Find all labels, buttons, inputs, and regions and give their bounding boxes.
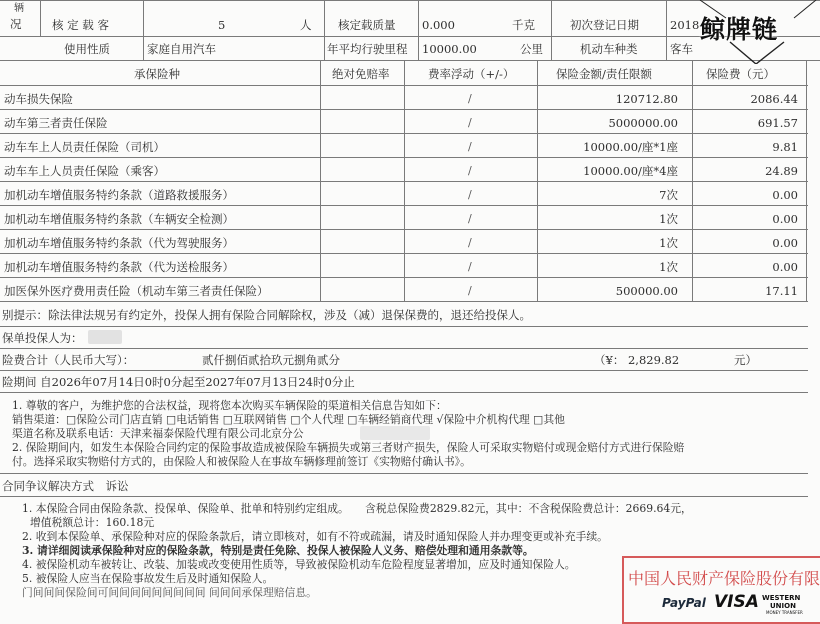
coverage-amount: 10000.00/座*4座	[583, 164, 678, 178]
value-mileage: 10000.00	[422, 42, 477, 56]
coverage-name: 加机动车增值服务特约条款（代为驾驶服务）	[4, 236, 234, 250]
special-notice: 别提示：除法律法规另有约定外，投保人拥有保险合同解除权，涉及（减）退保保费的，退还给投保人。	[2, 308, 531, 322]
label-use: 使用性质	[64, 42, 110, 56]
channel-notes	[0, 394, 820, 480]
coverage-amount: 120712.80	[615, 92, 678, 106]
coverage-premium: 9.81	[772, 140, 798, 154]
label-vehicle-type: 机动车种类	[580, 42, 638, 56]
coverage-amount: 1次	[659, 236, 678, 250]
total-unit: 元）	[734, 353, 757, 367]
coverage-amount: 500000.00	[615, 284, 678, 298]
label-mileage: 年平均行驶里程	[327, 42, 408, 56]
redacted-channel	[360, 426, 430, 440]
note-line: 付。选择采取实物赔付方式的，由保险人和被保险人在事故车辆修理前签订《实物赔付确认书》。	[12, 455, 471, 468]
coverage-premium: 0.00	[772, 212, 798, 226]
rate-slash: /	[468, 164, 472, 177]
total-words: 贰仟捌佰贰拾玖元捌角贰分	[202, 353, 340, 367]
coverage-amount: 5000000.00	[608, 116, 678, 130]
redacted-holder	[88, 330, 122, 344]
rate-slash: /	[468, 92, 472, 105]
wu-line1: WESTERN	[762, 594, 801, 602]
coverage-table	[0, 60, 820, 306]
rate-slash: /	[468, 212, 472, 225]
coverage-amount: 10000.00/座*1座	[583, 140, 678, 154]
label-load: 核定载质量	[338, 18, 396, 32]
policy-period: 险期间 自2026年07月14日0时0分起至2027年07月13日24时0分止	[2, 375, 355, 389]
note-line: 2. 收到本保险单、承保险种对应的保险条款后，请立即核对，如有不符或疏漏，请及时通知保险人并办理变更或补充手续。	[22, 530, 608, 543]
unit-load: 千克	[512, 18, 535, 32]
total-number: （¥： 2,829.82	[594, 353, 680, 367]
summary-section	[0, 302, 820, 394]
paypal-logo: PayPal	[662, 596, 706, 610]
note-line: 1. 尊敬的客户，为维护您的合法权益，现将您本次购买车辆保险的渠道相关信息告知如下：	[12, 399, 447, 412]
value-passengers: 5	[218, 18, 226, 32]
value-first-reg: 2018-	[670, 18, 704, 32]
header-amount: 保险金额/责任限额	[556, 67, 652, 81]
value-load: 0.000	[422, 18, 455, 32]
unit-passengers: 人	[300, 18, 312, 32]
coverage-premium: 0.00	[772, 236, 798, 250]
total-label: 险费合计（人民币大写）：	[2, 353, 135, 367]
watermark-logo	[694, 0, 820, 64]
header-rate: 费率浮动（+/-）	[428, 67, 515, 81]
coverage-name: 动车车上人员责任保险（司机）	[4, 140, 165, 154]
western-union-logo	[760, 594, 812, 616]
header-premium: 保险费（元）	[706, 67, 775, 81]
coverage-name: 加机动车增值服务特约条款（道路救援服务）	[4, 188, 234, 202]
coverage-premium: 0.00	[772, 188, 798, 202]
header-coverage: 承保险种	[134, 67, 180, 81]
coverage-amount: 7次	[659, 188, 678, 202]
coverage-name: 加医保外医疗费用责任险（机动车第三者责任保险）	[4, 284, 269, 298]
dispute-resolution: 合同争议解决方式 诉讼	[2, 479, 129, 493]
note-line: 2. 保险期间内，如发生本保险合同约定的保险事故造成被保险车辆损失或第三者财产损失，保险人可采取实物赔付或现金赔付方式进行保险赔	[12, 441, 685, 454]
coverage-amount: 1次	[659, 212, 678, 226]
label-first-reg: 初次登记日期	[570, 18, 639, 32]
coverage-premium: 0.00	[772, 260, 798, 274]
unit-mileage: 公里	[520, 42, 543, 56]
rate-slash: /	[468, 188, 472, 201]
payment-logos	[662, 586, 812, 620]
rate-slash: /	[468, 236, 472, 249]
coverage-premium: 2086.44	[750, 92, 798, 106]
coverage-name: 动车第三者责任保险	[4, 116, 108, 130]
coverage-name: 动车损失保险	[4, 92, 73, 106]
note-line: 1. 本保险合同由保险条款、投保单、保险单、批单和特别约定组成。 含税总保险费2829.82元，其中：不含税保险费总计：2669.64元，	[22, 502, 692, 515]
rate-slash: /	[468, 140, 472, 153]
coverage-name: 加机动车增值服务特约条款（车辆安全检测）	[4, 212, 234, 226]
note-line-bold: 3. 请详细阅读承保险种对应的保险条款，特别是责任免除、投保人被保险人义务、赔偿处理和通用条款等。	[22, 544, 534, 557]
note-line: 5. 被保险人应当在保险事故发生后及时通知保险人。	[22, 572, 274, 585]
note-line: 销售渠道：□保险公司门店直销 □电话销售 □互联网销售 □个人代理 □车辆经销商代理 √保险中介机构代理 □其他	[12, 413, 565, 426]
rate-slash: /	[468, 284, 472, 297]
vehicle-section-label-2: 况	[10, 17, 22, 31]
coverage-premium: 691.57	[757, 116, 798, 130]
coverage-name: 加机动车增值服务特约条款（代为送检服务）	[4, 260, 234, 274]
coverage-name: 动车车上人员责任保险（乘客）	[4, 164, 165, 178]
note-line: 4. 被保险机动车被转让、改装、加装或改变使用性质等，导致被保险机动车危险程度显著增加，应及时通知保险人。	[22, 558, 576, 571]
note-line: 渠道名称及联系电话：天津来福泰保险代理有限公司北京分公	[12, 427, 304, 440]
header-deductible: 绝对免赔率	[332, 67, 390, 81]
value-use: 家庭自用汽车	[147, 42, 216, 56]
policy-holder-label: 保单投保人为：	[2, 331, 83, 345]
stamp-text: 中国人民财产保险股份有限	[628, 569, 820, 588]
watermark-text: 鲸牌链	[700, 15, 779, 44]
wu-line3: MONEY TRANSFER	[766, 610, 803, 615]
note-line: 增值税额总计：160.18元	[30, 516, 155, 529]
label-passengers: 核 定 载 客	[52, 18, 109, 32]
rate-slash: /	[468, 116, 472, 129]
coverage-amount: 1次	[659, 260, 678, 274]
visa-logo: VISA	[714, 592, 759, 612]
rate-slash: /	[468, 260, 472, 273]
note-line: 门间间间保险间可间间间间间间间间间 间间间承保理赔信息。	[22, 586, 317, 599]
value-vehicle-type: 客车	[670, 42, 693, 56]
vehicle-section-label: 辆	[14, 3, 24, 14]
wu-line2: UNION	[770, 602, 796, 610]
coverage-premium: 24.89	[765, 164, 798, 178]
coverage-premium: 17.11	[765, 284, 798, 298]
